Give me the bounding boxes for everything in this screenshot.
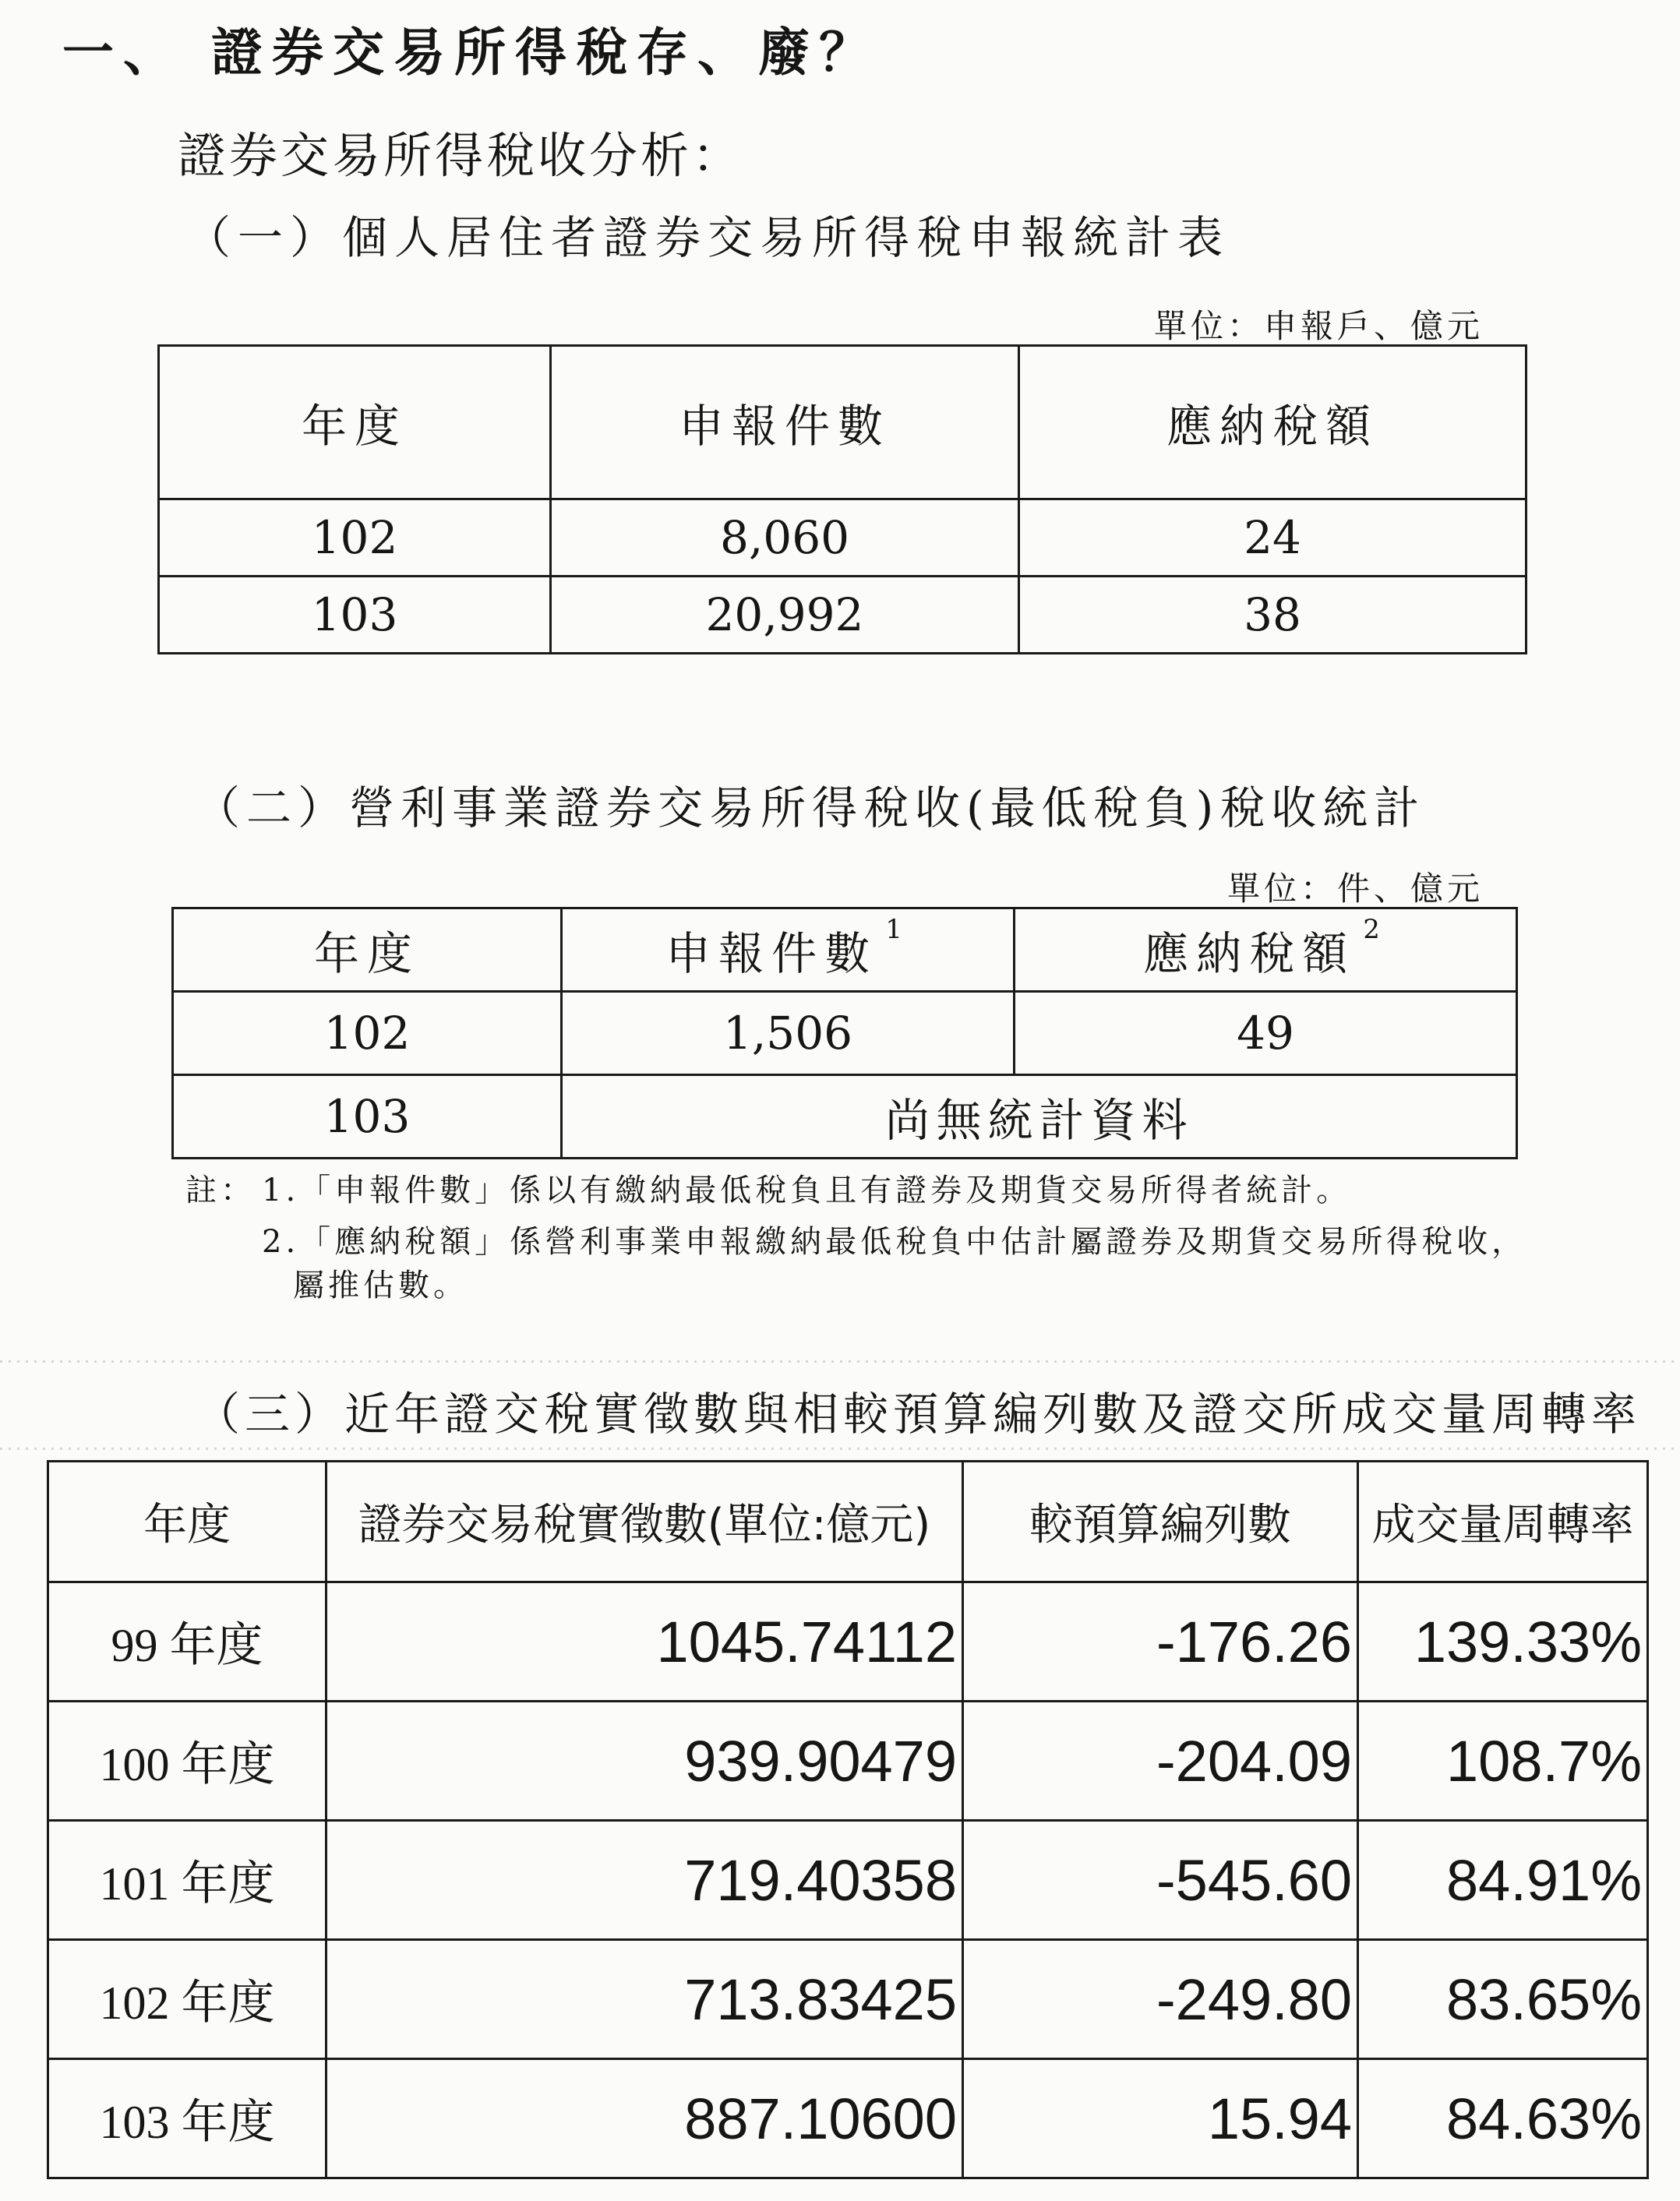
header-filings <box>562 908 1015 992</box>
table-row <box>48 1702 1648 1821</box>
cell-year: 102 <box>173 992 562 1075</box>
cell-year: 100 年度 <box>48 1702 326 1821</box>
cell-year: 99 年度 <box>48 1582 326 1702</box>
header-tax-payable <box>1015 908 1517 992</box>
cell-year: 103 年度 <box>48 2059 326 2178</box>
notes-label: 註： <box>185 1173 256 1208</box>
cell-actual: 887.10600 <box>326 2059 963 2178</box>
table-header-row <box>173 908 1517 992</box>
table-row <box>48 1821 1648 1940</box>
cell-year: 103 <box>159 577 551 654</box>
header-turnover-rate: 成交量周轉率 <box>1358 1462 1648 1582</box>
header-tax-label: 應納稅額 <box>1143 927 1356 980</box>
header-year: 年度 <box>173 908 562 992</box>
cell-vs-budget: -204.09 <box>963 1702 1358 1821</box>
scan-noise <box>0 1448 1680 1450</box>
table-row <box>173 1075 1517 1159</box>
cell-year: 101 年度 <box>48 1821 326 1940</box>
header-vs-budget: 較預算編列數 <box>963 1462 1358 1582</box>
section2-title: （二）營利事業證券交易所得稅收(最低稅負)稅收統計 <box>195 781 1426 834</box>
table-row <box>173 992 1517 1075</box>
header-filings-label: 申報件數 <box>665 927 878 980</box>
cell-year: 103 <box>173 1075 562 1159</box>
cell-actual: 939.90479 <box>326 1702 963 1821</box>
cell-vs-budget: 15.94 <box>963 2059 1358 2178</box>
individual-tax-table <box>157 344 1527 654</box>
cell-vs-budget: -545.60 <box>963 1821 1358 1940</box>
header-year: 年度 <box>48 1462 326 1582</box>
business-tax-table <box>171 907 1518 1159</box>
cell-filings: 8,060 <box>551 499 1019 577</box>
note-1: 1.「申報件數」係以有繳納最低稅負且有證券及期貨交易所得者統計。 <box>262 1173 1352 1208</box>
header-tax-payable: 應納稅額 <box>1019 346 1526 499</box>
table-header-row <box>159 346 1526 499</box>
analysis-subtitle: 證券交易所得稅收分析： <box>178 127 744 184</box>
note-2-continued: 屬推估數。 <box>293 1268 468 1303</box>
note-2: 2.「應納稅額」係營利事業申報繳納最低稅負中估計屬證券及期貨交易所得稅收， <box>262 1224 1527 1260</box>
cell-year: 102 <box>159 499 551 577</box>
table-row <box>48 1940 1648 2059</box>
cell-tax: 24 <box>1019 499 1526 577</box>
cell-year: 102 年度 <box>48 1940 326 2059</box>
section2-unit: 單位：件、億元 <box>1226 869 1484 908</box>
cell-turnover: 84.63% <box>1358 2059 1648 2178</box>
header-actual-collection: 證券交易稅實徵數(單位:億元) <box>326 1462 963 1582</box>
section3-title: （三）近年證交稅實徵數與相較預算編列數及證交所成交量周轉率 <box>195 1388 1642 1441</box>
table-row <box>159 577 1526 654</box>
table-row <box>48 1582 1648 1702</box>
cell-filings: 1,506 <box>562 992 1015 1075</box>
table-row <box>159 499 1526 577</box>
cell-actual: 1045.74112 <box>326 1582 963 1702</box>
cell-actual: 719.40358 <box>326 1821 963 1940</box>
scan-noise <box>0 1360 1680 1363</box>
cell-turnover: 84.91% <box>1358 1821 1648 1940</box>
cell-actual: 713.83425 <box>326 1940 963 2059</box>
cell-turnover: 83.65% <box>1358 1940 1648 2059</box>
document-heading: 一、 證券交易所得稅存、廢？ <box>62 22 880 83</box>
cell-vs-budget: -176.26 <box>963 1582 1358 1702</box>
section1-title: （一）個人居住者證券交易所得稅申報統計表 <box>185 211 1230 264</box>
table-header-row <box>48 1462 1648 1582</box>
cell-vs-budget: -249.80 <box>963 1940 1358 2059</box>
cell-no-data: 尚無統計資料 <box>562 1075 1517 1159</box>
cell-tax: 38 <box>1019 577 1526 654</box>
header-filings: 申報件數 <box>551 346 1019 499</box>
cell-turnover: 108.7% <box>1358 1702 1648 1821</box>
cell-tax: 49 <box>1015 992 1517 1075</box>
cell-turnover: 139.33% <box>1358 1582 1648 1702</box>
footnote-mark-2: 2 <box>1363 914 1388 945</box>
footnote-mark-1: 1 <box>885 914 910 945</box>
header-year: 年度 <box>159 346 551 499</box>
section1-unit: 單位：申報戶、億元 <box>1153 307 1484 345</box>
cell-filings: 20,992 <box>551 577 1019 654</box>
securities-tax-table <box>47 1460 1649 2179</box>
table-row <box>48 2059 1648 2178</box>
